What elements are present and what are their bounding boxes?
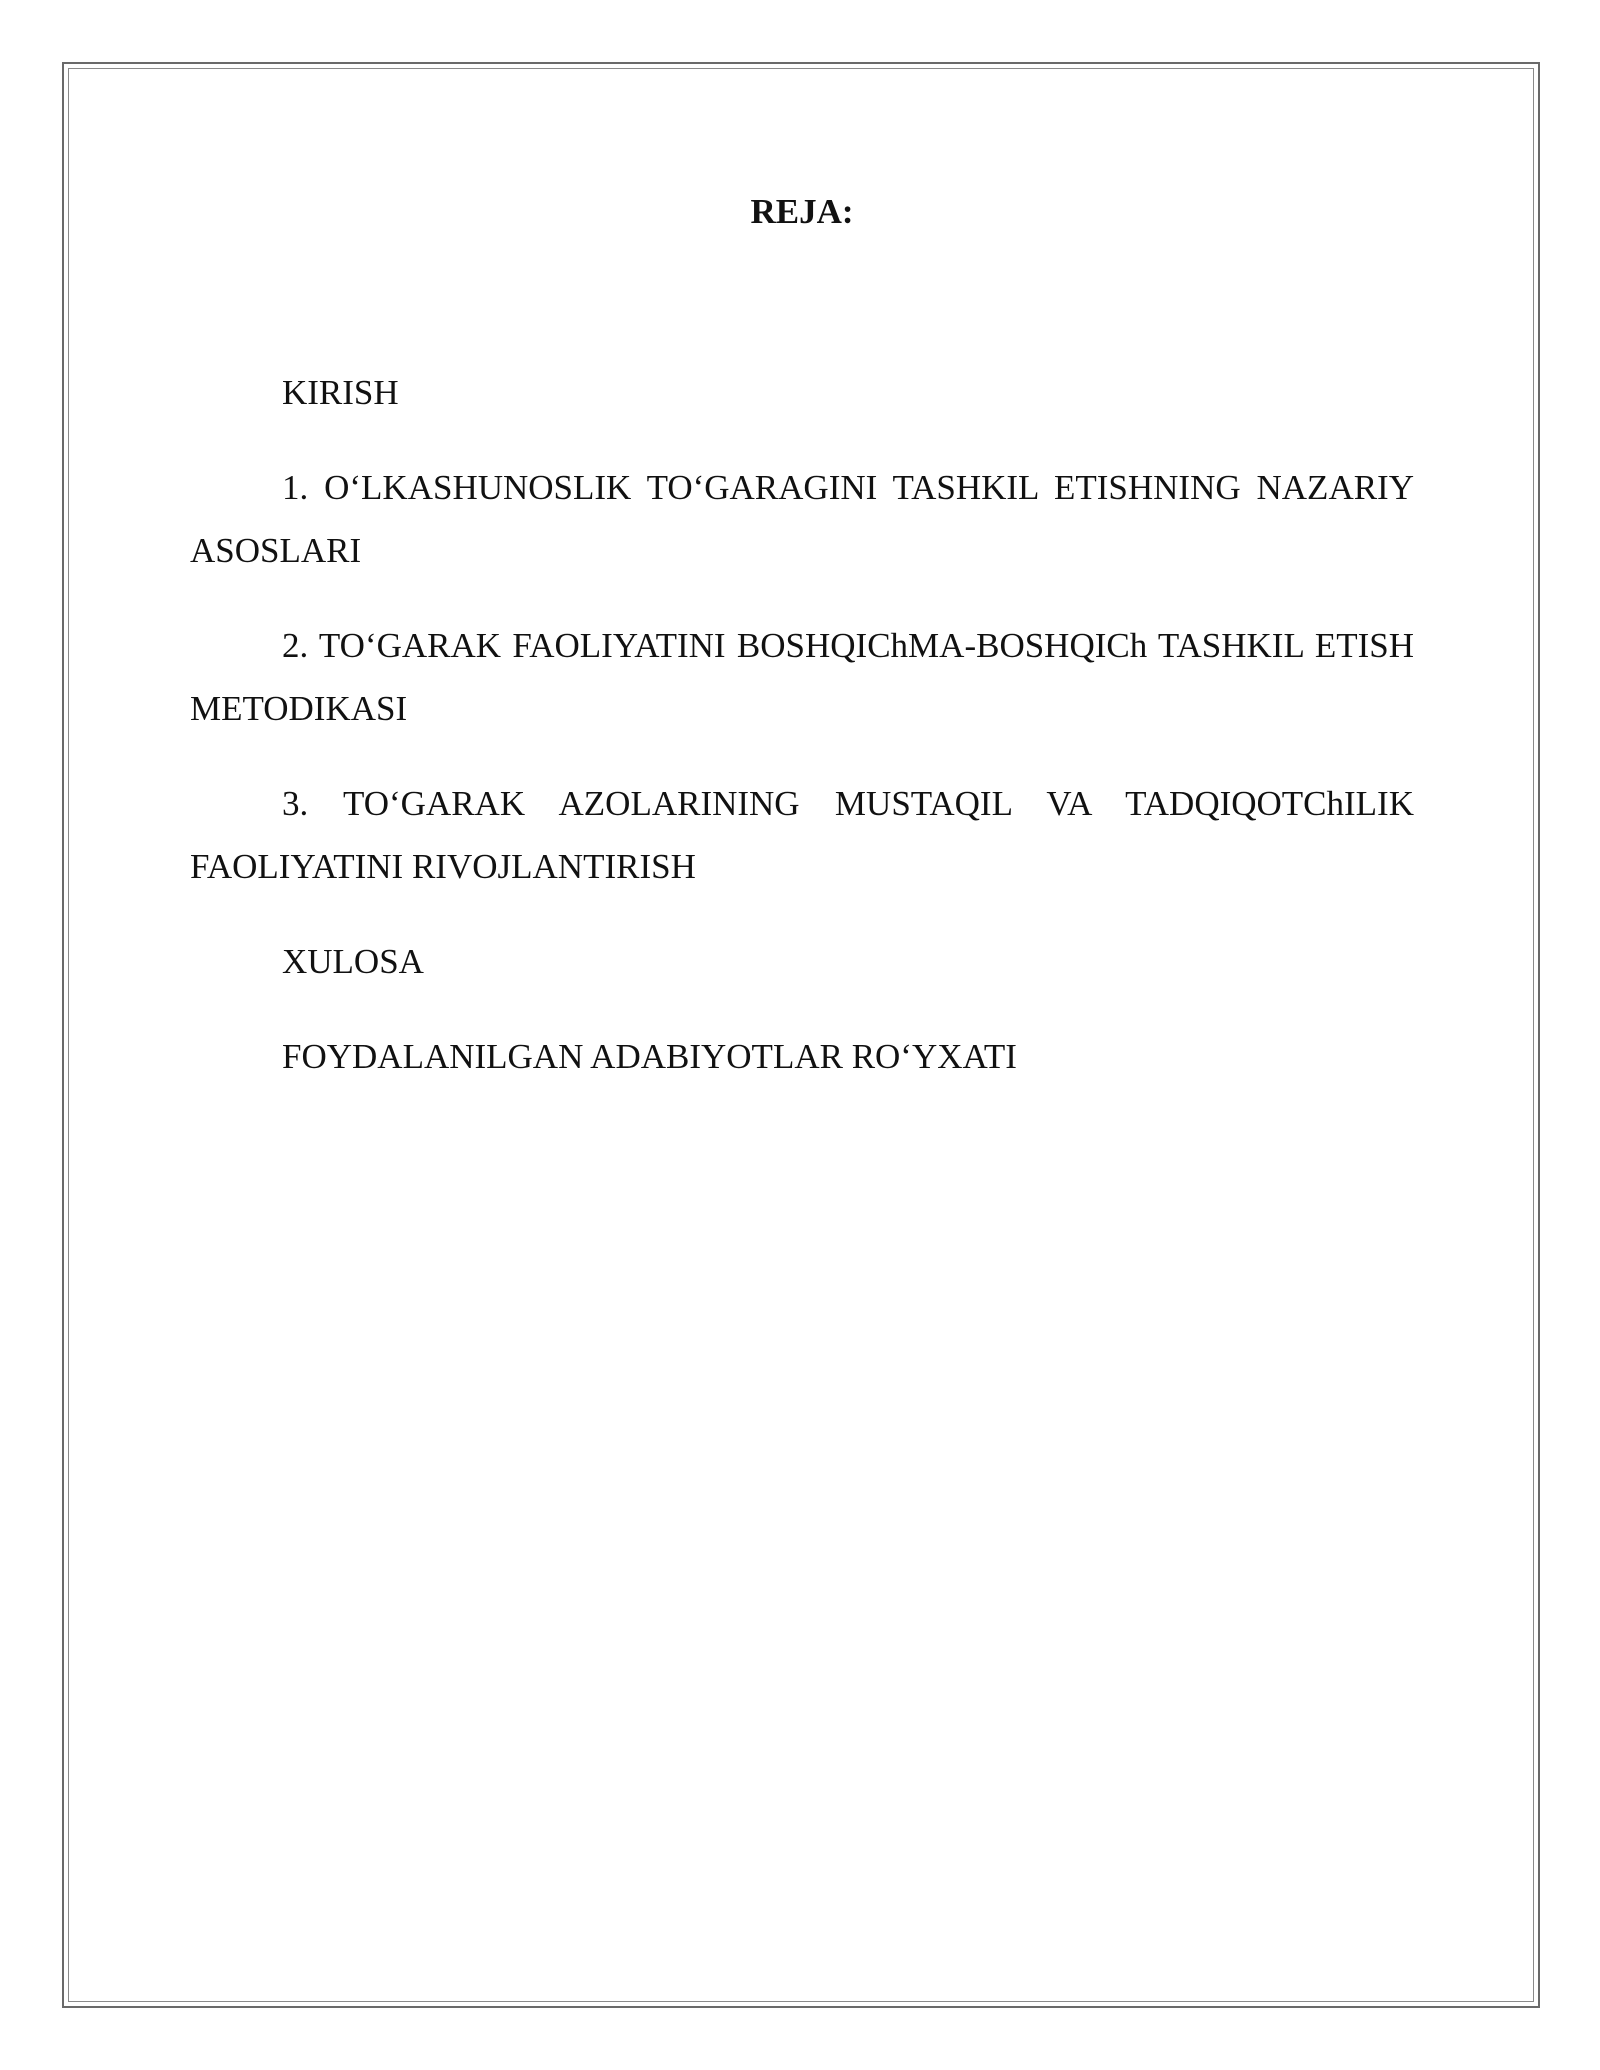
document-body <box>190 180 1414 1120</box>
plan-item-introduction: KIRISH <box>282 373 399 412</box>
plan-item-conclusion: XULOSA <box>282 942 424 981</box>
page-title: REJA: <box>750 192 854 231</box>
plan-item-1: 1. O‘LKASHUNOSLIK TO‘GARAGINI TASHKIL ETISHNING NAZARIY ASOSLARI <box>190 468 1414 570</box>
plan-item-3: 3. TO‘GARAK AZOLARINING MUSTAQIL VA TADQIQOTChILIK FAOLIYATINI RIVOJLANTIRISH <box>190 784 1414 886</box>
plan-item-2: 2. TO‘GARAK FAOLIYATINI BOSHQIChMA-BOSHQICh TASHKIL ETISH METODIKASI <box>190 626 1414 728</box>
plan-item-references: FOYDALANILGAN ADABIYOTLAR RO‘YXATI <box>282 1037 1017 1076</box>
